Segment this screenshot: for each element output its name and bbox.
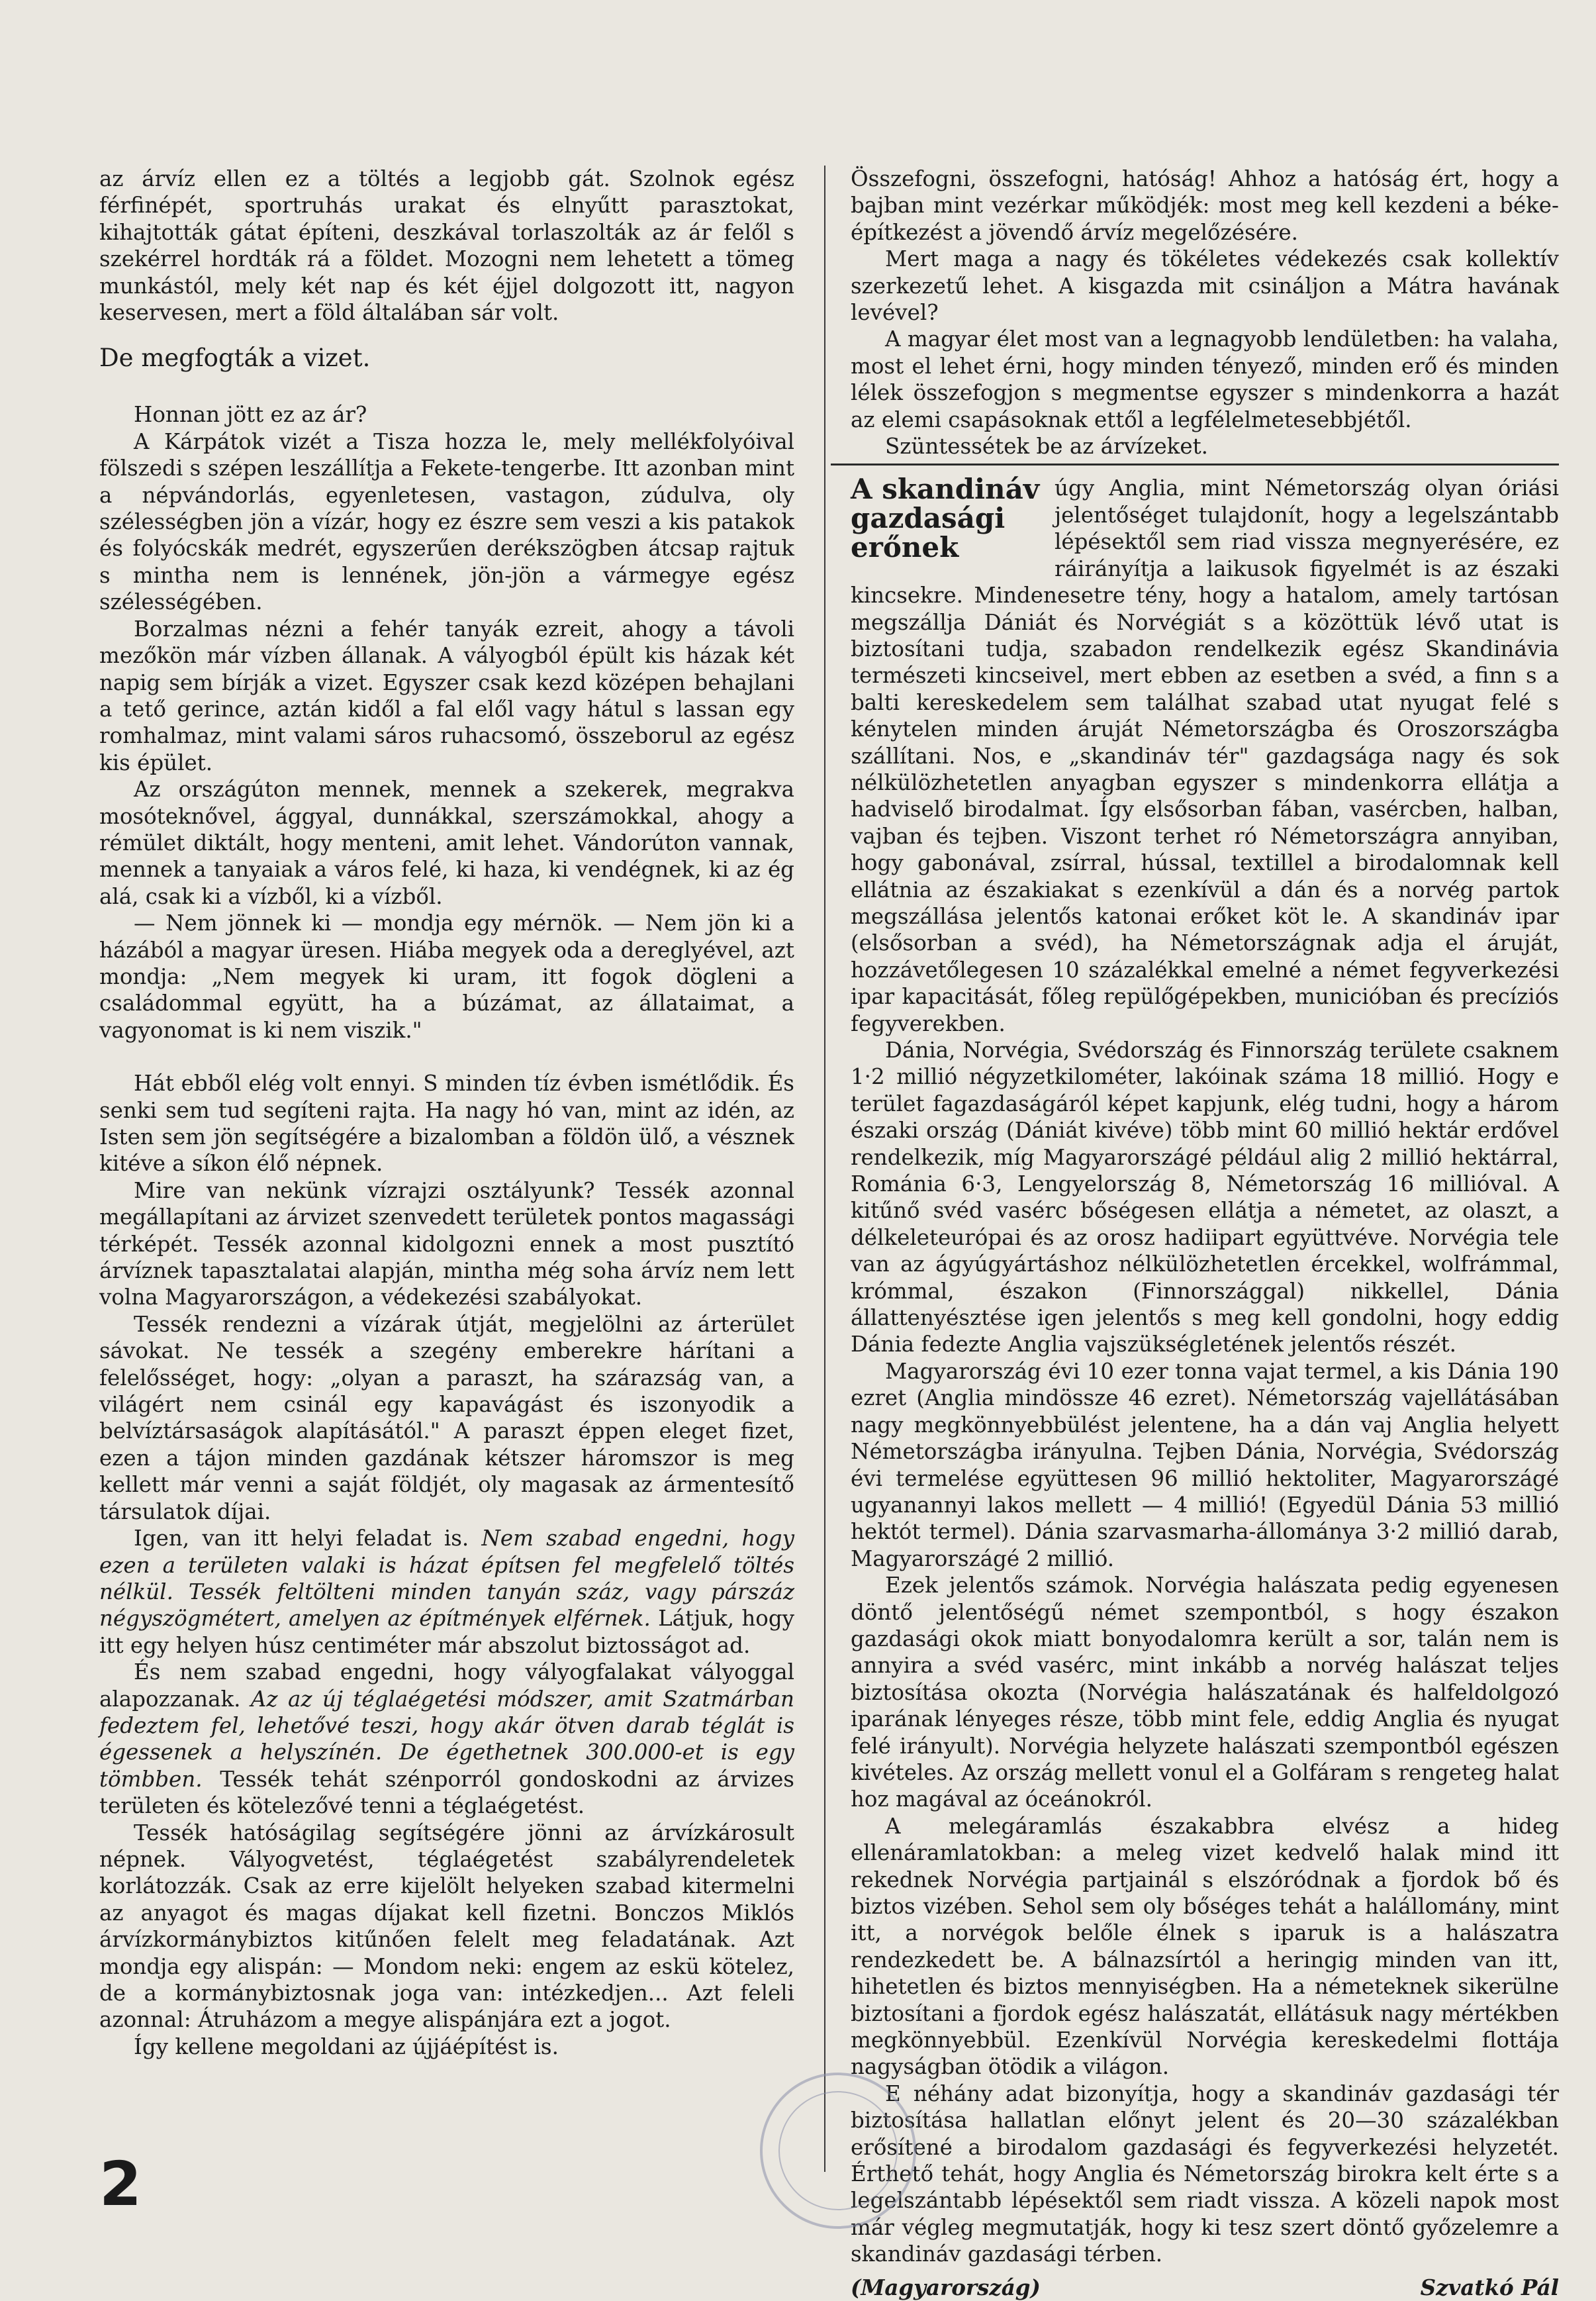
paragraph: Így kellene megoldani az újjáépítést is. [134, 2033, 559, 2059]
text-run: Tessék tehát szénporról gondoskodni az árvizes területen és kötelezővé tenni a téglaégetést. [99, 1766, 794, 1819]
paragraph: az árvíz ellen ez a töltés a legjobb gát. Szolnok egész férfinépét, sportruhás urakat és elnyűtt parasztokat, kihajtották gátat építeni, deszkával torlaszolták az ár felől s szekérrel hordták rá a földet. Mozogni nem lehetett a tömeg munkástól, mely két nap és két éjjel dolgozott itt, nagyon keservesen, mert a föld általában sár volt. [99, 166, 794, 326]
paragraph: Honnan jött ez az ár? [134, 402, 367, 428]
right-column [851, 166, 1559, 2301]
library-stamp [760, 2073, 916, 2229]
column-divider [824, 166, 825, 2172]
paragraph: Dánia, Norvégia, Svédország és Finnország területe csaknem 1·2 millió négyzetkilométer, lakóinak száma 18 millió. Hogy e terület fagazdaságáról képet kapjunk, elég tudni, hogy a három északi ország (Dániát kivéve) több mint 60 millió hektár erdővel rendelkezik, míg Magyarországé például alig 2 millió hektárral, Romániа 6·3, Lengyelország 8, Németország 16 millióval. A kitűnő svéd vasérc bőségesen ellátja a németet, az olaszt, a délkeleteurópai és az orosz hadiipart együttvéve. Norvégia tele van az ágyúgyártáshoz nélkülözhetetlen ércekkel, wolfrámmal, krómmal, északon (Finnországgal) nikkellel, Dánia állattenyésztése igen jelentős s meg kell gondolni, hogy eddig Dánia fedezte Anglia vajszükségletének jelentős részét. [851, 1038, 1559, 1357]
paragraph: A Kárpátok vizét a Tisza hozza le, mely mellékfolyóival fölszedi s szépen leszállítja a Fekete-tengerbe. Itt azonban mint a népvándorlás, egyenletesen, vastagon, zúdulva, oly szélességben jön a vízár, hogy ez észre sem veszi a kis patakok és folyócskák medrét, egyszerűen derékszögben átcsap rajtuk s mintha nem is lennének, jön-jön a vármegye egész szélességében. [99, 428, 794, 615]
paragraph: Hát ebből elég volt ennyi. S minden tíz évben ismétlődik. És senki sem tud segíteni rajta. Ha nagy hó van, mint az idén, az Isten sem jön segítségére a bizalomban a földön ülő, a vésznek kitéve a síkon élő népnek. [99, 1071, 794, 1177]
subheading: De megfogták a vizet. [99, 344, 371, 373]
paragraph: Tessék rendezni a vízárak útját, megjelölni az árterület sávokat. Ne tessék a szegény emberekre hárítani a felelősséget, hogy: „olyan a paraszt, ha szárazság van, a világért nem csinál egy kapavágást és iszonyodik a belvíztársaságok alapításától." A paraszt éppen eleget fizet, ezen a tájon minden gazdának kétszer háromszor is meg kellett már venni a saját földjét, oly magasak az ármentesítő társulatok díjai. [99, 1311, 794, 1524]
paragraph: Ezek jelentős számok. Norvégia halászata pedig egyenesen döntő jelentőségű német szempontból, s hogy északon gazdasági okok miatt bonyodalomra került a sor, talán nem is annyira a svéd vasérc, mint inkább a norvég halászat teljes biztosítása okozta (Norvégia halászatának és halfeldolgozó iparának lényeges része, több mint fele, eddig Anglia és nyugat felé irányult). Norvégia helyzete halászati szempontból egészen kivételes. Az ország mellett vonul el a Golfáram s rengeteg halat hoz magával az óceánokról. [851, 1573, 1559, 1812]
article-heading: A skandináv gazdasági erőnek [851, 473, 1040, 564]
author-name: Szvatkó Pál [1420, 2274, 1559, 2300]
paragraph [99, 1659, 794, 1819]
paragraph: A magyar élet most van a legnagyobb lendületben: ha valaha, most el lehet érni, hogy minden tényező, minden erő és minden lélek összefogjon s megmentse egyszer s mindenkorra a hazát az elemi csapásoknak ettől a legfélelmetesebbjétől. [851, 326, 1559, 432]
paragraph: Tessék hatóságilag segítségére jönni az árvízkárosult népnek. Vályogvetést, téglaégetést szabályrendeletek korlátozzák. Csak az erre kijelölt helyeken szabad kitermelni az anyagot és magas díjakat kell fizetni. Bonczos Miklós árvízkormánybiztos kitűnően felelt meg feladatának. Azt mondja egy alispán: — Mondom neki: engem az eskü kötelez, de a kormánybiztosnak joga van: intézkedjen... Azt feleli azonnal: Átruházom a megye alispánjára ezt a jogot. [99, 1820, 794, 2033]
italic-run: Az az új téglaégetési módszer, amit Szatmárban fedeztem fel, lehetővé teszi, hogy akár ötven darab téglát is égessenek a helyszínén. De égethetnek 300.000-et is egy tömbben. [99, 1686, 794, 1792]
text-run: És nem szabad engedni, hogy vályogfalakat vályoggal alapozzanak. [99, 1659, 794, 1712]
paragraph: Az országúton mennek, mennek a szekerek, megrakva mosóteknővel, ággyal, dunnákkal, szerszámokkal, ahogy a rémület diktált, hogy menteni, amit lehet. Vándorúton vannak, mennek a tanyaiak a város felé, ki haza, ki vendégnek, ki az ég alá, csak ki a vízből, ki a vízből. [99, 777, 794, 909]
paragraph: Borzalmas nézni a fehér tanyák ezreit, ahogy a távoli mezőkön már vízben állanak. A vályogból épült kis házak két napig sem bírják a vizet. Egyszer csak kezd középen behajlani a tető gerince, aztán kidől a fal elől vagy hátul s lassan egy romhalmaz, mint valami sáros ruhacsomó, összeborul az egész kis épület. [99, 616, 794, 775]
paragraph: úgy Anglia, mint Németország olyan óriási jelentőséget tulajdonít, hogy a legelszántabb lépésektől sem riad vissza megnyerésére, ez ráirányítja a laikusok figyelmét is az északi kincsekre. Mindenesetre tény, hogy a hatalom, amely tartósan megszállja Dániát és Norvégiát s a közöttük lévő utat is biztosítani tudja, szabadon rendelkezik egész Skandinávia természeti kincseivel, mert ebben az esetben a svéd, a finn s a balti kereskedelem sem találhat szabad utat nyugat felé s kénytelen minden áruját Németországba és Oroszországba szállítani. Nos, e „skandináv tér" gazdagsága nagy és sok nélkülözhetetlen anyagban egyszer s mindenkorra ellátja a hadviselő birodalmat. Így elsősorban fában, vasércben, halban, vajban és tejben. Viszont terhet ró Németországra annyiban, hogy gabonával, zsírral, hússal, textillel a birodalomnak kell ellátnia az északiakat s ezenkívül a dán és a norvég partok megszállása jelentős katonai erőket köt le. A skandináv ipar (elsősorban a svéd), ha Németországnak adja el áruját, hozzávetőlegesen 10 százalékkal emelné a német fegyverkezési ipar kapacitását, főleg repülőgépekben, municióban és precíziós fegyverekben. [851, 475, 1559, 1036]
page-number: 2 [99, 2149, 142, 2220]
text-run: Igen, van itt helyi feladat is. [134, 1526, 469, 1551]
paragraph: Mire van nekünk vízrajzi osztályunk? Tessék azonnal megállapítani az árvizet szenvedett területek pontos magassági térképét. Tessék azonnal kidolgozni ennek a most pusztító árvíznek tapasztalatai alapján, mintha még soha árvíz nem lett volna Magyarországon, a védekezési szabályokat. [99, 1177, 794, 1310]
paragraph: Magyarország évi 10 ezer tonna vajat termel, a kis Dánia 190 ezret (Anglia mindössze 46 ezret). Németország vajellátásában nagy megkönnyebbülést jelentene, ha a dán vaj Anglia helyett Németországba irányulna. Tejben Dánia, Norvégia, Svédország évi termelése együttesen 96 millió hektoliter, Magyarországé ugyanannyi lakos mellett — 4 millió! (Egyedül Dánia 53 millió hektót termel). Dánia szarvasmarha-állománya 3·2 millió darab, Magyarországé 2 millió. [851, 1358, 1559, 1571]
source-note: (Magyarország) [851, 2274, 1041, 2300]
paragraph: A melegáramlás északabbra elvész a hideg ellenáramlatokban: a meleg vizet kedvelő halak mind itt rekednek Norvégia partjainál s elszóródnak a fjordok bő és biztos vizében. Sehol sem oly bőséges tehát a halállomány, mint itt, a norvégok belőle élnek s iparuk is a halászatra rendezkedett be. A bálnazsírtól a heringig minden van itt, hihetetlen és biztos mennyiségben. Ha a németeknek sikerülne biztosítani a fjordok egész halászatát, ellátásuk nagy mértékben megkönnyebbül. Ezenkívül Norvégia kereskedelmi flottája nagyságban ötödik a világon. [851, 1813, 1559, 2080]
article-skandinav [851, 475, 1559, 2301]
text-run: Látjuk, hogy itt egy helyen húsz centiméter már abszolut biztosságot ad. [99, 1606, 794, 1658]
paragraph: Összefogni, összefogni, hatóság! Ahhoz a hatóság ért, hogy a bajban mint vezérkar működjék: most meg kell kezdeni a béke-építkezést a jövendő árvíz megelőzésére. [851, 166, 1559, 245]
paragraph: — Nem jönnek ki — mondja egy mérnök. — Nem jön ki a házából a magyar üresen. Hiába megyek oda a dereglyével, azt mondja: „Nem megyek ki uram, itt fogok dögleni a családommal együtt, ha a búzámat, az állataimat, a vagyonomat is ki nem viszik." [99, 910, 794, 1043]
italic-run: Nem szabad engedni, hogy ezen a területen valaki is házat építsen fel megfelelő töltés nélkül. Tessék feltölteni minden tanyán száz, vagy párszáz négyszögmétert, amelyen az építmények elférnek. [99, 1526, 794, 1632]
paragraph: Szüntessétek be az árvízeket. [885, 434, 1208, 460]
signature-line [851, 2275, 1559, 2301]
left-column [99, 166, 794, 2060]
paragraph: Mert maga a nagy és tökéletes védekezés csak kollektív szerkezetű lehet. A kisgazda mit csináljon a Mátra havának levével? [851, 246, 1559, 326]
paragraph [99, 1525, 794, 1659]
paragraph: E néhány adat bizonyítja, hogy a skandináv gazdasági tér biztosítása hallatlan előnyt jelent és 20—30 százalékban erősítené a birodalom gazdasági és fegyverkezési helyzetét. Érthető tehát, hogy Anglia és Németország birokra kelt érte s a legelszántabb lépésektől sem riadt vissza. A közeli napok most már végleg megmutatják, hogy ki tesz szert döntő győzelemre a skandináv gazdasági térben. [851, 2081, 1559, 2267]
section-divider [831, 464, 1559, 465]
